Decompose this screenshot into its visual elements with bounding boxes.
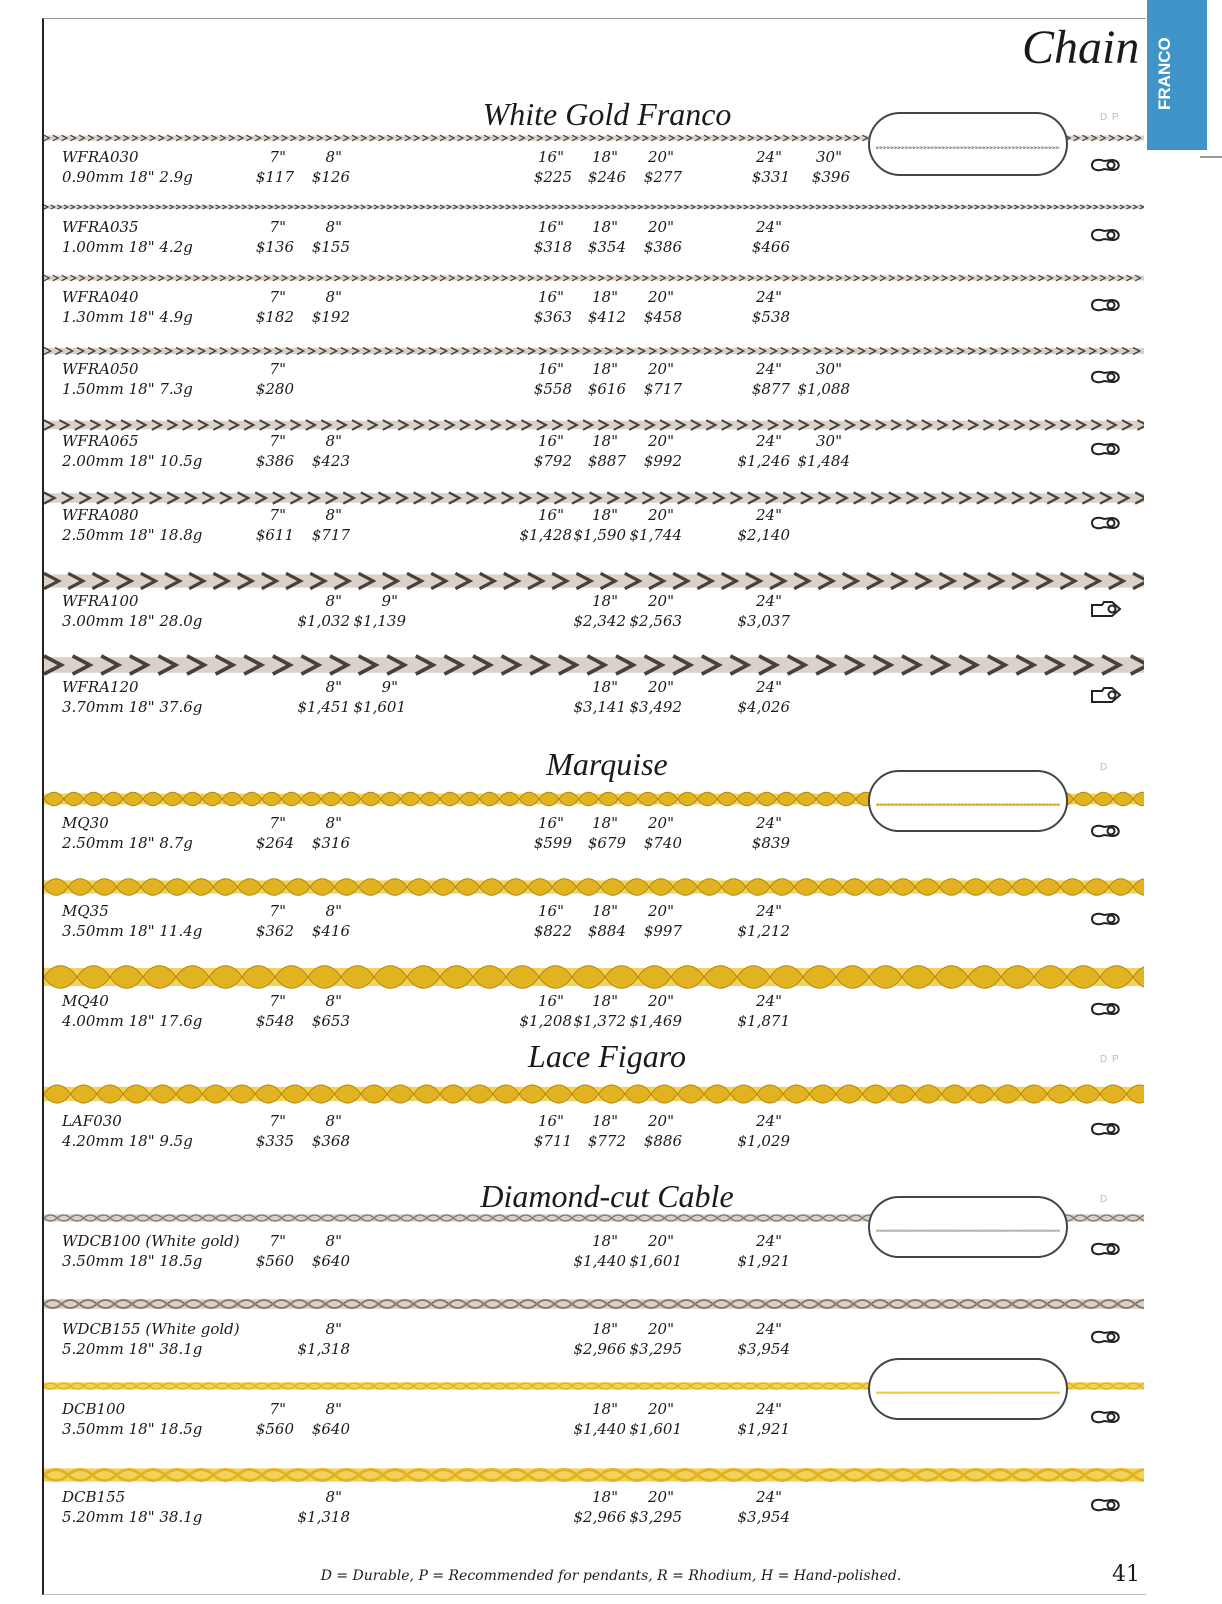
spring-ring-clasp-icon: [1090, 514, 1124, 532]
product-code: WDCB155 (White gold): [62, 1320, 240, 1338]
length-label: 8": [325, 432, 342, 450]
length-label: 8": [325, 148, 342, 166]
length-label: 18": [592, 288, 618, 306]
price-value: $1,029: [737, 1132, 790, 1150]
product-spec: 3.50mm 18" 18.5g: [62, 1420, 203, 1438]
length-label: 18": [592, 148, 618, 166]
chain-image: [44, 490, 1144, 506]
product-code: WFRA065: [62, 432, 139, 450]
product-spec: 3.00mm 18" 28.0g: [62, 612, 203, 630]
length-label: 8": [325, 506, 342, 524]
chain-image: [44, 346, 1144, 356]
price-value: $1,921: [737, 1420, 790, 1438]
length-label: 9": [381, 592, 398, 610]
spring-ring-clasp-icon: [1090, 440, 1124, 458]
chain-image: [44, 962, 1144, 992]
length-label: 16": [538, 506, 564, 524]
price-value: $246: [587, 168, 626, 186]
price-value: $225: [533, 168, 572, 186]
length-label: 8": [325, 1400, 342, 1418]
length-label: 20": [648, 218, 674, 236]
price-value: $362: [255, 922, 294, 940]
price-value: $466: [751, 238, 790, 256]
product-code: WDCB100 (White gold): [62, 1232, 240, 1250]
length-label: 20": [648, 1112, 674, 1130]
page-title: Chain: [1022, 21, 1140, 74]
price-value: $997: [643, 922, 682, 940]
spring-ring-clasp-icon: [1090, 1496, 1124, 1514]
price-value: $126: [311, 168, 350, 186]
length-label: 8": [325, 678, 342, 696]
product-code: WFRA035: [62, 218, 139, 236]
price-value: $717: [311, 526, 350, 544]
product-code: DCB155: [62, 1488, 126, 1506]
section-spec-badge: D: [1100, 762, 1109, 773]
length-label: 16": [538, 902, 564, 920]
price-value: $1,590: [573, 526, 626, 544]
length-label: 20": [648, 360, 674, 378]
lobster-clasp-icon: [1090, 686, 1124, 704]
length-label: 24": [756, 218, 782, 236]
product-spec: 0.90mm 18" 2.9g: [62, 168, 193, 186]
length-label: 30": [816, 432, 842, 450]
price-value: $992: [643, 452, 682, 470]
length-label: 18": [592, 1320, 618, 1338]
product-spec: 3.70mm 18" 37.6g: [62, 698, 203, 716]
length-label: 8": [325, 1320, 342, 1338]
length-label: 18": [592, 218, 618, 236]
length-label: 24": [756, 1488, 782, 1506]
chain-closeup-image: [868, 1358, 1068, 1420]
price-value: $653: [311, 1012, 350, 1030]
length-label: 8": [325, 218, 342, 236]
length-label: 24": [756, 1112, 782, 1130]
length-label: 18": [592, 360, 618, 378]
length-label: 24": [756, 902, 782, 920]
spring-ring-clasp-icon: [1090, 296, 1124, 314]
length-label: 16": [538, 1112, 564, 1130]
lobster-clasp-icon: [1090, 600, 1124, 618]
length-label: 7": [269, 288, 286, 306]
price-value: $3,295: [629, 1508, 682, 1526]
price-value: $335: [255, 1132, 294, 1150]
price-value: $3,295: [629, 1340, 682, 1358]
length-label: 18": [592, 902, 618, 920]
length-label: 20": [648, 506, 674, 524]
price-value: $560: [255, 1252, 294, 1270]
product-spec: 4.20mm 18" 9.5g: [62, 1132, 193, 1150]
length-label: 24": [756, 1400, 782, 1418]
length-label: 24": [756, 432, 782, 450]
length-label: 7": [269, 1400, 286, 1418]
length-label: 8": [325, 992, 342, 1010]
spring-ring-clasp-icon: [1090, 1000, 1124, 1018]
price-value: $717: [643, 380, 682, 398]
section-spec-badge: D P: [1100, 112, 1120, 123]
length-label: 24": [756, 288, 782, 306]
length-label: 16": [538, 432, 564, 450]
length-label: 8": [325, 1488, 342, 1506]
length-label: 16": [538, 218, 564, 236]
product-code: WFRA030: [62, 148, 139, 166]
price-value: $396: [811, 168, 850, 186]
price-value: $412: [587, 308, 626, 326]
price-value: $792: [533, 452, 572, 470]
length-label: 20": [648, 148, 674, 166]
price-value: $839: [751, 834, 790, 852]
price-value: $1,088: [797, 380, 850, 398]
product-code: WFRA050: [62, 360, 139, 378]
price-value: $2,966: [573, 1340, 626, 1358]
length-label: 24": [756, 678, 782, 696]
chain-image: [44, 1082, 1144, 1106]
price-value: $548: [255, 1012, 294, 1030]
price-value: $192: [311, 308, 350, 326]
length-label: 24": [756, 592, 782, 610]
length-label: 18": [592, 814, 618, 832]
price-value: $363: [533, 308, 572, 326]
price-value: $884: [587, 922, 626, 940]
section-title: Diamond-cut Cable: [480, 1178, 734, 1214]
length-label: 24": [756, 360, 782, 378]
price-value: $136: [255, 238, 294, 256]
section-title: White Gold Franco: [482, 96, 732, 132]
length-label: 7": [269, 218, 286, 236]
spring-ring-clasp-icon: [1090, 1408, 1124, 1426]
chain-image: [44, 652, 1144, 678]
length-label: 24": [756, 148, 782, 166]
length-label: 24": [756, 814, 782, 832]
price-value: $264: [255, 834, 294, 852]
section-tab-label: FRANCO: [1155, 37, 1174, 110]
price-value: $640: [311, 1252, 350, 1270]
page-number: 41: [1112, 1562, 1140, 1587]
length-label: 18": [592, 1400, 618, 1418]
price-value: $640: [311, 1420, 350, 1438]
length-label: 20": [648, 592, 674, 610]
price-value: $3,037: [737, 612, 790, 630]
length-label: 8": [325, 902, 342, 920]
chain-image: [44, 1464, 1144, 1486]
price-value: $2,140: [737, 526, 790, 544]
price-value: $3,954: [737, 1508, 790, 1526]
chain-image: [44, 1296, 1144, 1312]
length-label: 20": [648, 432, 674, 450]
price-value: $538: [751, 308, 790, 326]
price-value: $1,601: [629, 1252, 682, 1270]
price-value: $1,469: [629, 1012, 682, 1030]
length-label: 7": [269, 814, 286, 832]
length-label: 7": [269, 360, 286, 378]
price-value: $458: [643, 308, 682, 326]
length-label: 16": [538, 814, 564, 832]
length-label: 8": [325, 814, 342, 832]
length-label: 16": [538, 360, 564, 378]
product-spec: 2.00mm 18" 10.5g: [62, 452, 203, 470]
price-value: $1,440: [573, 1420, 626, 1438]
spring-ring-clasp-icon: [1090, 910, 1124, 928]
price-value: $1,440: [573, 1252, 626, 1270]
length-label: 9": [381, 678, 398, 696]
price-value: $2,342: [573, 612, 626, 630]
price-value: $1,318: [297, 1508, 350, 1526]
price-value: $1,871: [737, 1012, 790, 1030]
price-value: $558: [533, 380, 572, 398]
length-label: 20": [648, 1488, 674, 1506]
product-code: WFRA040: [62, 288, 139, 306]
price-value: $1,212: [737, 922, 790, 940]
spring-ring-clasp-icon: [1090, 368, 1124, 386]
price-value: $277: [643, 168, 682, 186]
product-spec: 2.50mm 18" 8.7g: [62, 834, 193, 852]
section-title: Marquise: [546, 746, 668, 782]
price-value: $386: [643, 238, 682, 256]
length-label: 7": [269, 1232, 286, 1250]
price-value: $1,208: [519, 1012, 572, 1030]
product-spec: 1.30mm 18" 4.9g: [62, 308, 193, 326]
price-value: $3,141: [573, 698, 626, 716]
length-label: 20": [648, 902, 674, 920]
product-spec: 3.50mm 18" 18.5g: [62, 1252, 203, 1270]
price-value: $711: [533, 1132, 572, 1150]
length-label: 18": [592, 992, 618, 1010]
section-title: Lace Figaro: [528, 1038, 686, 1074]
price-value: $1,032: [297, 612, 350, 630]
price-value: $423: [311, 452, 350, 470]
footer-note: D = Durable, P = Recommended for pendants, R = Rhodium, H = Hand-polished.: [320, 1568, 902, 1584]
chain-image: [44, 204, 1144, 210]
length-label: 20": [648, 678, 674, 696]
price-value: $822: [533, 922, 572, 940]
price-value: $416: [311, 922, 350, 940]
length-label: 30": [816, 360, 842, 378]
length-label: 16": [538, 148, 564, 166]
price-value: $331: [751, 168, 790, 186]
length-label: 7": [269, 992, 286, 1010]
length-label: 8": [325, 288, 342, 306]
chain-closeup-image: [868, 1196, 1068, 1258]
price-value: $740: [643, 834, 682, 852]
price-value: $1,744: [629, 526, 682, 544]
length-label: 16": [538, 992, 564, 1010]
product-spec: 1.00mm 18" 4.2g: [62, 238, 193, 256]
chain-closeup-image: [868, 770, 1068, 832]
price-value: $354: [587, 238, 626, 256]
product-code: WFRA100: [62, 592, 139, 610]
spring-ring-clasp-icon: [1090, 1328, 1124, 1346]
length-label: 7": [269, 506, 286, 524]
length-label: 24": [756, 992, 782, 1010]
spring-ring-clasp-icon: [1090, 822, 1124, 840]
product-spec: 5.20mm 18" 38.1g: [62, 1508, 203, 1526]
length-label: 18": [592, 1488, 618, 1506]
length-label: 24": [756, 1320, 782, 1338]
spring-ring-clasp-icon: [1090, 1240, 1124, 1258]
price-value: $887: [587, 452, 626, 470]
price-value: $318: [533, 238, 572, 256]
price-value: $155: [311, 238, 350, 256]
length-label: 16": [538, 288, 564, 306]
length-label: 8": [325, 1232, 342, 1250]
product-spec: 2.50mm 18" 18.8g: [62, 526, 203, 544]
product-code: WFRA120: [62, 678, 139, 696]
price-value: $560: [255, 1420, 294, 1438]
price-value: $1,318: [297, 1340, 350, 1358]
price-value: $1,372: [573, 1012, 626, 1030]
price-value: $117: [255, 168, 294, 186]
length-label: 20": [648, 1400, 674, 1418]
length-label: 8": [325, 1112, 342, 1130]
length-label: 18": [592, 592, 618, 610]
section-spec-badge: D P: [1100, 1054, 1120, 1065]
length-label: 7": [269, 1112, 286, 1130]
length-label: 20": [648, 814, 674, 832]
length-label: 18": [592, 432, 618, 450]
product-code: MQ30: [62, 814, 109, 832]
chain-closeup-image: [868, 112, 1068, 176]
price-value: $599: [533, 834, 572, 852]
price-value: $1,428: [519, 526, 572, 544]
length-label: 7": [269, 902, 286, 920]
length-label: 7": [269, 148, 286, 166]
price-value: $679: [587, 834, 626, 852]
price-value: $1,139: [353, 612, 406, 630]
price-value: $772: [587, 1132, 626, 1150]
spring-ring-clasp-icon: [1090, 1120, 1124, 1138]
chain-image: [44, 570, 1144, 592]
product-spec: 4.00mm 18" 17.6g: [62, 1012, 203, 1030]
price-value: $1,601: [353, 698, 406, 716]
section-spec-badge: D: [1100, 1194, 1109, 1205]
product-spec: 1.50mm 18" 7.3g: [62, 380, 193, 398]
price-value: $1,601: [629, 1420, 682, 1438]
product-spec: 3.50mm 18" 11.4g: [62, 922, 203, 940]
price-value: $368: [311, 1132, 350, 1150]
length-label: 20": [648, 992, 674, 1010]
product-code: MQ35: [62, 902, 109, 920]
length-label: 18": [592, 1232, 618, 1250]
price-value: $1,921: [737, 1252, 790, 1270]
price-value: $316: [311, 834, 350, 852]
length-label: 20": [648, 288, 674, 306]
length-label: 20": [648, 1232, 674, 1250]
length-label: 18": [592, 1112, 618, 1130]
length-label: 24": [756, 1232, 782, 1250]
price-value: $2,563: [629, 612, 682, 630]
length-label: 24": [756, 506, 782, 524]
spring-ring-clasp-icon: [1090, 156, 1124, 174]
price-value: $4,026: [737, 698, 790, 716]
price-value: $1,484: [797, 452, 850, 470]
chain-image: [44, 876, 1144, 898]
price-value: $1,246: [737, 452, 790, 470]
tab-divider: [1200, 156, 1222, 158]
price-value: $182: [255, 308, 294, 326]
chain-image: [44, 418, 1144, 432]
price-value: $886: [643, 1132, 682, 1150]
length-label: 8": [325, 592, 342, 610]
price-value: $611: [255, 526, 294, 544]
price-value: $280: [255, 380, 294, 398]
price-value: $616: [587, 380, 626, 398]
product-code: WFRA080: [62, 506, 139, 524]
product-code: DCB100: [62, 1400, 126, 1418]
chain-image: [44, 274, 1144, 282]
price-value: $386: [255, 452, 294, 470]
product-code: LAF030: [62, 1112, 122, 1130]
length-label: 18": [592, 678, 618, 696]
length-label: 20": [648, 1320, 674, 1338]
price-value: $2,966: [573, 1508, 626, 1526]
price-value: $3,954: [737, 1340, 790, 1358]
price-value: $3,492: [629, 698, 682, 716]
length-label: 30": [816, 148, 842, 166]
spring-ring-clasp-icon: [1090, 226, 1124, 244]
product-spec: 5.20mm 18" 38.1g: [62, 1340, 203, 1358]
product-code: MQ40: [62, 992, 109, 1010]
length-label: 7": [269, 432, 286, 450]
price-value: $1,451: [297, 698, 350, 716]
price-value: $877: [751, 380, 790, 398]
length-label: 18": [592, 506, 618, 524]
